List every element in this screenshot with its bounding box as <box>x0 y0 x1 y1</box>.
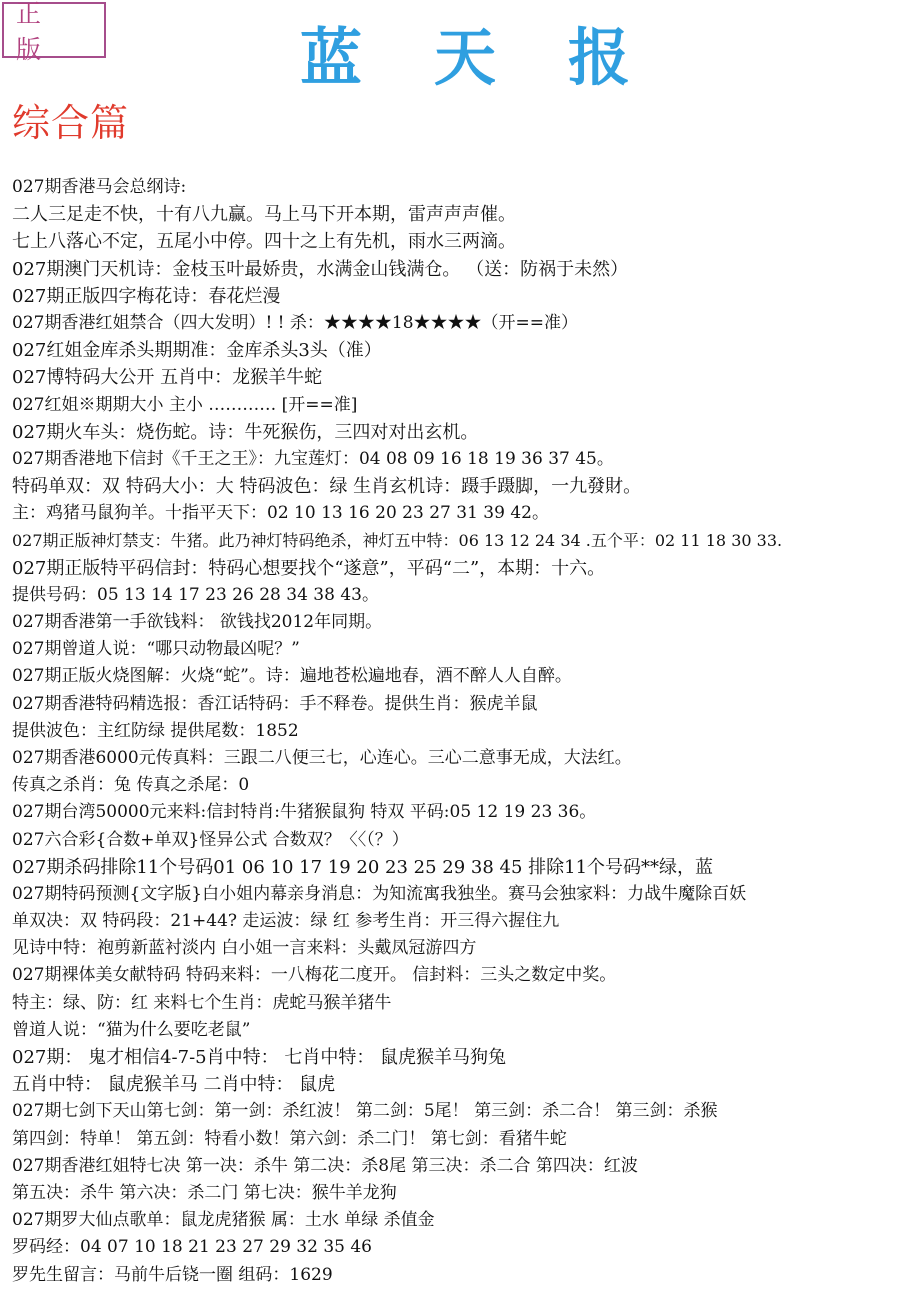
text-line: 027红姐金库杀头期期准：金库杀头3头（准） <box>12 340 382 362</box>
text-line: 027期台湾50000元来料:信封特肖:牛猪猴鼠狗 特双 平码:05 12 19 23 36。 <box>12 802 597 823</box>
text-line: 五肖中特： 鼠虎猴羊马 二肖中特： 鼠虎 <box>12 1074 336 1096</box>
title-char-1: 蓝 <box>300 20 363 94</box>
text-line: 027期正版火烧图解：火烧“蛇”。诗：遍地苍松遍地春，酒不醉人人自醉。 <box>12 666 572 687</box>
text-line: 单双决：双 特码段：21+44? 走运波：绿 红 参考生肖：开三得六握住九 <box>12 911 560 932</box>
text-line: 七上八落心不定，五尾小中停。四十之上有先机，雨水三两滴。 <box>12 231 516 253</box>
edition-badge-label: 正 版 <box>16 0 56 64</box>
text-line: 027期香港第一手欲钱料： 欲钱找2012年同期。 <box>12 612 383 632</box>
text-line: 特码单双：双 特码大小：大 特码波色：绿 生肖玄机诗：蹑手蹑脚，一九發財。 <box>12 476 642 498</box>
text-line: 027期正版特平码信封：特码心想要找个“遂意”，平码“二”，本期：十六。 <box>12 557 606 579</box>
text-line: 027期曾道人说：“哪只动物最凶呢？” <box>12 639 300 660</box>
text-line: 027六合彩{合数+单双}怪异公式 合数双？〈〈（？） <box>12 829 409 850</box>
text-line: 027期香港红姐禁合（四大发明）! ! 杀：★★★★18★★★★（开==准） <box>12 312 579 333</box>
text-line: 027期香港地下信封《千王之王》：九宝莲灯：04 08 09 16 18 19 36 37 45。 <box>12 448 614 469</box>
text-line: 曾道人说：“猫为什么要吃老鼠” <box>12 1019 251 1040</box>
text-line: 027期香港马会总纲诗: <box>12 177 187 197</box>
text-line: 第五决：杀牛 第六决：杀二门 第七决：猴牛羊龙狗 <box>12 1182 397 1203</box>
text-line: 罗先生留言：马前牛后铙一圈 组码：1629 <box>12 1264 333 1285</box>
title-char-3: 报 <box>567 20 630 94</box>
text-line: 027期正版四字梅花诗：春花烂漫 <box>12 285 281 307</box>
section-heading: 综合篇 <box>12 101 130 145</box>
text-line: 027期罗大仙点歌单：鼠龙虎猪猴 属：土水 单绿 杀值金 <box>12 1210 435 1231</box>
text-line: 027期杀码排除11个号码01 06 10 17 19 20 23 25 29 38 45 排除11个号码**绿，蓝 <box>12 856 714 878</box>
title-char-2: 天 <box>433 20 496 94</box>
text-line: 二人三足走不快，十有八九赢。马上马下开本期，雷声声声催。 <box>12 204 516 226</box>
edition-badge <box>2 0 106 64</box>
article-body <box>12 174 900 1289</box>
text-line: 027红姐※期期大小 主小 ………… [开==准] <box>12 394 358 415</box>
text-line: 027期裸体美女献特码 特码来料：一八梅花二度开。 信封料：三头之数定中奖。 <box>12 965 617 986</box>
text-line: 见诗中特：袍剪新蓝衬淡内 白小姐一言来料：头戴凤冠游四方 <box>12 938 477 959</box>
text-line: 027期火车头：烧伤蛇。诗：牛死猴伤，三四对对出玄机。 <box>12 421 479 443</box>
text-line: 主：鸡猪马鼠狗羊。十指平天下：02 10 13 16 20 23 27 31 39 42。 <box>12 503 549 524</box>
text-line: 027期香港6000元传真料：三跟二八便三七，心连心。三心二意事无成，大法红。 <box>12 747 632 768</box>
text-line: 027期澳门天机诗：金枝玉叶最娇贵，水满金山钱满仓。 （送：防祸于未然） <box>12 258 629 280</box>
text-line: 027博特码大公开 五肖中：龙猴羊牛蛇 <box>12 367 323 389</box>
page-title <box>300 12 630 92</box>
text-line: 027期正版神灯禁支：牛猪。此乃神灯特码绝杀，神灯五中特：06 13 12 24 34 .五个平：02 11 18 30 33. <box>12 531 783 551</box>
text-line: 罗码经：04 07 10 18 21 23 27 29 32 35 46 <box>12 1237 372 1258</box>
text-line: 027期香港特码精选报：香江话特码：手不释卷。提供生肖：猴虎羊鼠 <box>12 693 538 714</box>
text-line: 传真之杀肖：兔 传真之杀尾：0 <box>12 775 250 796</box>
text-line: 027期： 鬼才相信4-7-5肖中特： 七肖中特： 鼠虎猴羊马狗兔 <box>12 1047 507 1068</box>
text-line: 提供号码：05 13 14 17 23 26 28 34 38 43。 <box>12 584 379 605</box>
text-line: 027期香港红姐特七决 第一决：杀牛 第二决：杀8尾 第三决：杀二合 第四决：红波 <box>12 1155 638 1176</box>
text-line: 第四剑：特单！ 第五剑：特看小数！第六剑：杀二门！ 第七剑：看猪牛蛇 <box>12 1128 567 1149</box>
text-line: 特主：绿、防：红 来料七个生肖：虎蛇马猴羊猪牛 <box>12 992 392 1013</box>
text-line: 027期七剑下天山第七剑：第一剑：杀红波！ 第二剑：5尾！ 第三剑：杀二合！ 第三剑：杀猴 <box>12 1101 718 1122</box>
text-line: 027期特码预测{文字版}白小姐内幕亲身消息：为知流寓我独坐。赛马会独家料：力战牛魔除百妖 <box>12 883 747 904</box>
text-line: 提供波色：主红防绿 提供尾数：1852 <box>12 720 299 741</box>
